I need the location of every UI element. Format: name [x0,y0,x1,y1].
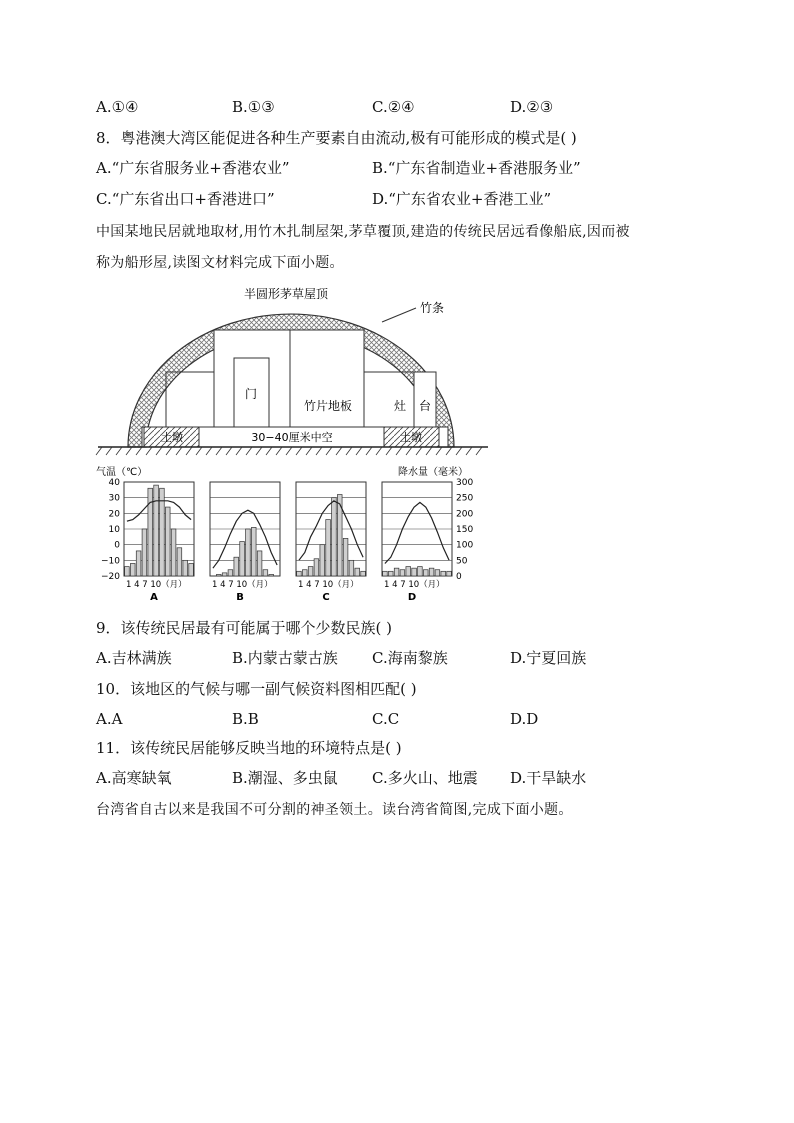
panel-title: A [150,592,158,603]
precip-bar [394,568,399,576]
climate-panel-a [124,482,194,603]
q7-option-d[interactable]: D.②③ [510,98,554,116]
precip-tick: 0 [456,572,462,582]
temp-tick: 40 [108,478,120,488]
panel-title: B [236,592,244,603]
intro1-line2: 称为船形屋,读图文材料完成下面小题。 [96,255,344,271]
precip-bar [189,563,194,576]
climate-panel-d [382,482,452,603]
mound-right-label: 土墩 [400,431,422,444]
roof-label: 半圆形茅草屋顶 [243,287,329,301]
hollow-label: 30−40厘米中空 [251,431,333,444]
panel-title: D [407,592,417,603]
climate-panel-b [210,482,280,603]
temp-tick: −20 [101,572,120,582]
precip-bar [136,551,141,576]
q10-option-b[interactable]: B.B [232,710,259,728]
precip-bar [216,574,221,576]
precip-bar [429,568,434,576]
q8-option-a[interactable]: A.“广东省服务业+香港农业” [96,159,290,177]
q8-option-c[interactable]: C.“广东省出口+香港进口” [96,190,275,208]
intro2: 台湾省自古以来是我国不可分割的神圣领土。读台湾省简图,完成下面小题。 [96,802,573,818]
q7-option-a[interactable]: A.①④ [96,98,139,116]
precip-bar [320,545,325,576]
precip-bar [269,574,274,576]
precip-bar [361,571,366,576]
temp-axis-title: 气温（℃） [96,467,148,478]
precip-bar [263,570,268,576]
precip-bar [257,551,262,576]
precip-bar [251,527,256,576]
precip-bar [326,520,331,576]
precip-tick-labels [456,478,473,582]
q8-option-d[interactable]: D.“广东省农业+香港工业” [372,190,552,208]
precip-bar [406,567,411,576]
q11-option-b[interactable]: B.潮湿、多虫鼠 [232,769,338,787]
bamboo-label: 竹条 [420,301,445,315]
q9-option-a[interactable]: A.吉林满族 [96,649,172,667]
q9-option-b[interactable]: B.内蒙古蒙古族 [232,649,338,667]
climate-charts [124,482,452,603]
intro1-line1: 中国某地民居就地取材,用竹木扎制屋架,茅草覆顶,建造的传统民居远看像船底,因而被 [96,224,630,240]
precip-bar [418,567,423,576]
q10-stem: 10．该地区的气候与哪一副气候资料图相匹配( ) [96,680,417,698]
precip-bar [349,560,354,576]
precip-bar [234,557,239,576]
precip-tick: 200 [456,509,474,520]
precip-bar [240,542,245,576]
temp-tick: 20 [108,509,120,520]
temp-tick: 10 [108,525,120,535]
temp-tick: −10 [101,556,120,567]
door-label: 门 [244,387,258,401]
precip-bar [400,570,405,576]
climate-panel-c [296,482,366,603]
q7-option-b[interactable]: B.①③ [232,98,275,116]
precip-bar [183,560,188,576]
precip-bar [165,507,170,576]
q10-option-d[interactable]: D.D [510,710,539,728]
temp-tick-labels [101,478,120,582]
precip-bar [125,567,130,576]
precip-bar [332,498,337,576]
precip-bar [423,570,428,576]
precip-bar [314,559,319,576]
precip-bar [177,548,182,576]
precip-bar [302,570,307,576]
temp-tick: 30 [108,493,120,504]
precip-bar [154,485,159,576]
precip-bar [297,571,302,576]
precip-tick: 150 [456,525,474,535]
q7-option-c[interactable]: C.②④ [372,98,415,116]
panel-title: C [322,592,330,603]
precip-bar [383,571,388,576]
q11-option-d[interactable]: D.干旱缺水 [510,769,587,787]
q11-stem: 11．该传统民居能够反映当地的环境特点是( ) [96,739,402,757]
precip-bar [412,568,417,576]
q9-option-c[interactable]: C.海南黎族 [372,649,448,667]
precip-bar [160,488,165,576]
stove-label-2: 台 [418,399,432,413]
precip-tick: 300 [456,478,474,488]
precip-tick: 100 [456,540,474,551]
q8-stem: 8．粤港澳大湾区能促进各种生产要素自由流动,极有可能形成的模式是( ) [96,129,577,147]
precip-bar [130,563,135,576]
stove-label-1: 灶 [393,399,407,413]
precip-tick: 250 [456,493,474,504]
q11-option-a[interactable]: A.高寒缺氧 [96,769,172,787]
q10-option-c[interactable]: C.C [372,710,400,728]
precip-bar [308,567,313,576]
month-axis-label: 1 4 7 10（月） [212,580,273,590]
precip-bar [228,570,233,576]
q10-option-a[interactable]: A.A [96,710,123,728]
q11-option-c[interactable]: C.多火山、地震 [372,769,478,787]
precip-bar [388,571,393,576]
temp-tick: 0 [114,540,120,551]
precip-bar [435,570,440,576]
ground-hatch [96,447,482,455]
q9-stem: 9．该传统民居最有可能属于哪个少数民族( ) [96,619,393,637]
precip-axis-title: 降水量（毫米） [398,467,468,478]
month-axis-label: 1 4 7 10（月） [298,580,359,590]
month-axis-label: 1 4 7 10（月） [126,580,187,590]
bamboo-pointer [382,308,416,322]
month-axis-label: 1 4 7 10（月） [384,580,445,590]
mound-left-label: 土墩 [161,431,183,444]
precip-tick: 50 [456,556,468,567]
precip-bar [441,571,446,576]
q8-option-b[interactable]: B.“广东省制造业+香港服务业” [372,159,581,177]
precip-bar [343,538,348,576]
precip-bar [171,529,176,576]
boat-house-figure [94,280,494,610]
precip-bar [142,529,147,576]
floor-label: 竹片地板 [303,399,353,413]
precip-bar [222,573,227,576]
precip-bar [447,571,452,576]
precip-bar [355,568,360,576]
precip-bar [246,529,251,576]
q9-option-d[interactable]: D.宁夏回族 [510,649,587,667]
